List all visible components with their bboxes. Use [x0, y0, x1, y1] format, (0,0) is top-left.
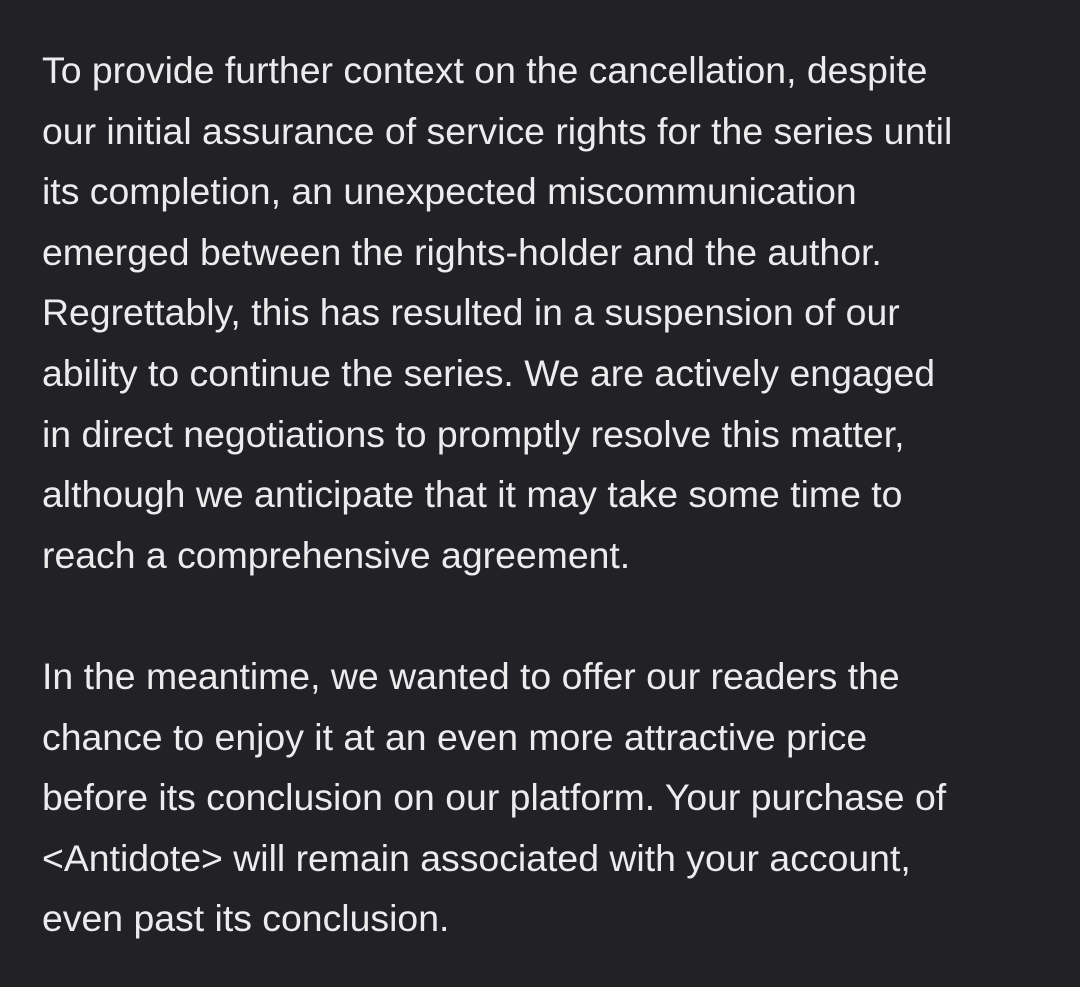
message-body [42, 40, 1052, 949]
paragraph-line: Regrettably, this has resulted in a suspension of our [42, 291, 900, 334]
paragraph-line: ability to continue the series. We are actively engaged [42, 351, 936, 394]
paragraph-2 [42, 646, 1052, 949]
paragraph-line: in direct negotiations to promptly resolve this matter, [42, 412, 905, 455]
paragraph-line: our initial assurance of service rights for the series until [42, 109, 953, 152]
paragraph-line: even past its conclusion. [42, 897, 450, 940]
paragraph-line: In the meantime, we wanted to offer our readers the [42, 654, 900, 697]
paragraph-1 [42, 40, 1052, 585]
paragraph-line: its completion, an unexpected miscommunication [42, 170, 857, 213]
paragraph-line: reach a comprehensive agreement. [42, 533, 631, 576]
paragraph-spacer [42, 585, 1052, 646]
paragraph-line: although we anticipate that it may take some time to [42, 473, 903, 516]
paragraph-line: emerged between the rights-holder and the author. [42, 230, 882, 273]
paragraph-line: <Antidote> will remain associated with your account, [42, 836, 911, 879]
paragraph-line: chance to enjoy it at an even more attractive price [42, 715, 868, 758]
paragraph-line: before its conclusion on our platform. Your purchase of [42, 776, 947, 819]
paragraph-line: To provide further context on the cancellation, despite [42, 49, 928, 91]
